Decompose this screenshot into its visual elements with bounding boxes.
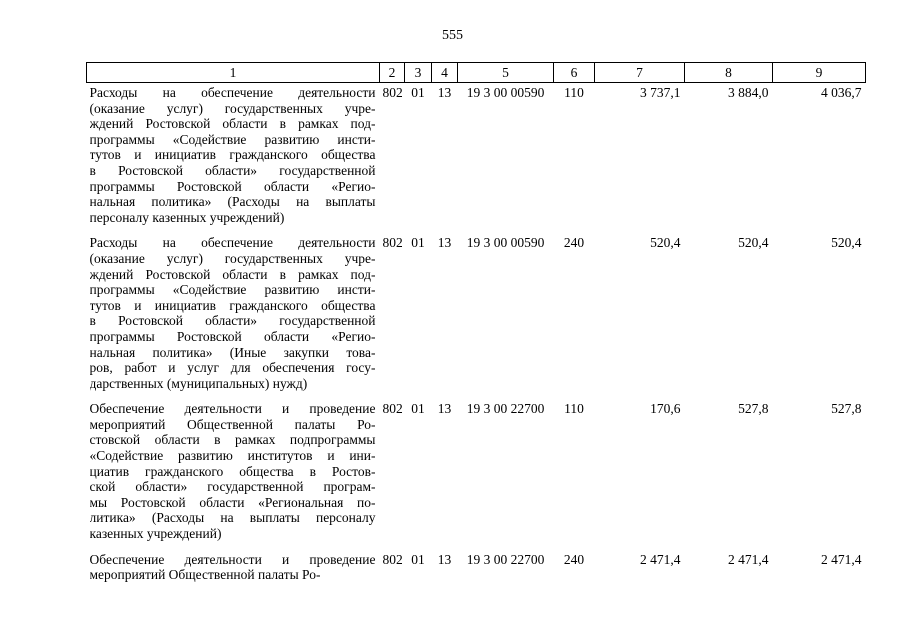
description-line: мы Ростовской области «Региональная по- [89, 494, 376, 510]
header-col-6: 6 [554, 63, 595, 83]
row-subsection-code: 13 [437, 551, 452, 567]
budget-table [86, 62, 866, 591]
row-amount-year-1: 170,6 [650, 401, 681, 417]
description-line: Обеспечение деятельности и проведение [89, 551, 376, 567]
description-line: стовской области в рамках подпрограммы [89, 432, 376, 448]
row-description [87, 233, 380, 399]
description-line: ждений Ростовской области в рамках под- [89, 116, 376, 132]
description-line: Расходы на обеспечение деятельности [89, 85, 376, 100]
header-col-9: 9 [773, 63, 866, 83]
row-expense-type: 240 [563, 235, 585, 251]
row-ministry-code: 802 [382, 551, 403, 567]
header-col-1: 1 [87, 63, 380, 83]
row-target-article: 19 3 00 22700 [466, 551, 545, 567]
table-row [87, 83, 866, 234]
row-amount-year-1: 520,4 [650, 235, 681, 251]
table-row [87, 550, 866, 591]
row-amount-year-2: 2 471,4 [728, 551, 769, 567]
row-section-code: 01 [411, 551, 425, 567]
row-amount-year-1: 2 471,4 [640, 551, 681, 567]
row-description [87, 550, 380, 591]
row-amount-year-3: 2 471,4 [821, 551, 862, 567]
description-line: программы «Содействие развитию инсти- [89, 131, 376, 147]
description-line: ждений Ростовской области в рамках под- [89, 266, 376, 282]
header-col-7: 7 [595, 63, 685, 83]
row-ministry-code: 802 [382, 235, 403, 251]
header-col-4: 4 [432, 63, 458, 83]
description-line: программы Ростовской области «Регио- [89, 178, 376, 194]
description-line: программы «Содействие развитию инсти- [89, 282, 376, 298]
row-ministry-code: 802 [382, 401, 403, 417]
description-line: в Ростовской области» государственной [89, 313, 376, 329]
header-col-5: 5 [458, 63, 554, 83]
description-line: тутов и инициатив гражданского общества [89, 147, 376, 163]
description-line: литика» (Расходы на выплаты персоналу [89, 510, 376, 526]
row-ministry-code: 802 [382, 85, 403, 100]
row-description [87, 83, 380, 234]
row-subsection-code: 13 [437, 85, 452, 100]
description-line: тутов и инициатив гражданского общества [89, 297, 376, 313]
table-row [87, 233, 866, 399]
row-target-article: 19 3 00 22700 [466, 401, 545, 417]
row-section-code: 01 [411, 401, 425, 417]
description-line: Обеспечение деятельности и проведение [89, 401, 376, 417]
description-line: мероприятий Общественной палаты Ро- [89, 567, 321, 583]
header-col-3: 3 [405, 63, 432, 83]
row-section-code: 01 [411, 235, 425, 251]
row-expense-type: 110 [564, 85, 584, 100]
row-amount-year-2: 527,8 [738, 401, 769, 417]
row-amount-year-2: 520,4 [738, 235, 769, 251]
description-line: мероприятий Общественной палаты Ро- [89, 416, 376, 432]
description-line: ров, работ и услуг для обеспечения госу- [89, 360, 376, 376]
description-line: программы Ростовской области «Регио- [89, 328, 376, 344]
header-col-8: 8 [685, 63, 773, 83]
row-subsection-code: 13 [437, 235, 452, 251]
row-subsection-code: 13 [437, 401, 452, 417]
row-section-code: 01 [411, 85, 425, 100]
header-col-2: 2 [380, 63, 405, 83]
description-line: нальная политика» (Иные закупки това- [89, 344, 376, 360]
page-number: 555 [442, 28, 463, 43]
row-description [87, 399, 380, 549]
table-body [87, 83, 866, 591]
description-line: (оказание услуг) государственных учре- [89, 100, 376, 116]
description-line: (оказание услуг) государственных учре- [89, 250, 376, 266]
header-row [87, 63, 866, 83]
table-row [87, 399, 866, 549]
row-amount-year-3: 520,4 [831, 235, 862, 251]
description-line: персоналу казенных учреждений) [89, 209, 285, 225]
row-expense-type: 110 [564, 401, 584, 417]
description-line: в Ростовской области» государственной [89, 162, 376, 178]
description-line: дарственных (муниципальных) нужд) [89, 375, 308, 391]
row-amount-year-3: 527,8 [831, 401, 862, 417]
table-header [87, 63, 866, 83]
row-target-article: 19 3 00 00590 [466, 235, 545, 251]
row-expense-type: 240 [563, 551, 585, 567]
description-line: «Содействие развитию институтов и ини- [89, 448, 376, 464]
row-amount-year-2: 3 884,0 [728, 85, 769, 100]
description-line: ской области» государственной програм- [89, 479, 376, 495]
description-line: циатив гражданского общества в Ростов- [89, 463, 376, 479]
description-line: казенных учреждений) [89, 526, 222, 542]
row-amount-year-1: 3 737,1 [640, 85, 681, 100]
description-line: нальная политика» (Расходы на выплаты [89, 194, 376, 210]
row-target-article: 19 3 00 00590 [466, 85, 545, 100]
description-line: Расходы на обеспечение деятельности [89, 235, 376, 251]
row-amount-year-3: 4 036,7 [821, 85, 862, 100]
